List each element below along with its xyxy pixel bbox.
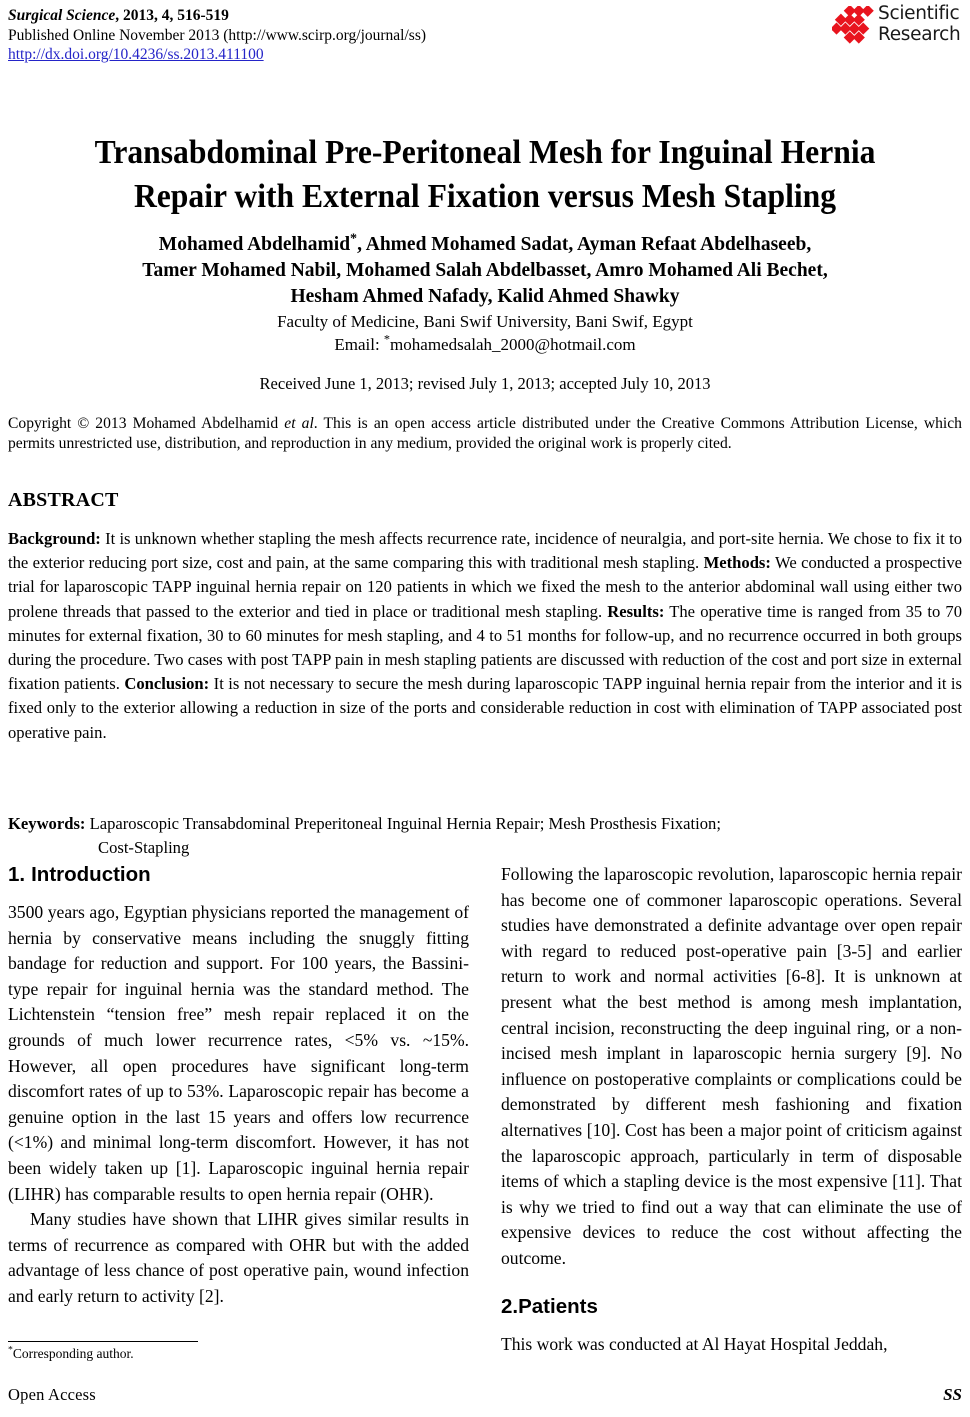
copyright-etal: et al — [284, 415, 314, 432]
copyright-notice — [8, 414, 962, 453]
patients-paragraph-1: This work was conducted at Al Hayat Hospital Jeddah, — [501, 1333, 888, 1354]
footnote-corresponding-author — [8, 1345, 469, 1363]
affiliation-text: Faculty of Medicine, Bani Swif University, Bani Swif, Egypt — [277, 312, 693, 331]
author-list — [40, 232, 930, 310]
section-number-2: 2. — [501, 1294, 519, 1318]
diamond-mark-icon — [832, 6, 876, 50]
body-column-right — [501, 862, 962, 1357]
body-column-left — [8, 862, 469, 1310]
section-title-2: Patients — [518, 1294, 598, 1318]
abstract-label-results: Results: — [607, 601, 665, 621]
intro-paragraph-3: Following the laparoscopic revolution, laparoscopic hernia repair has become one of commoner laparoscopic operations. Several studies have demonstrated a definite advantage over open repair with regard to reduced post-operative pain [3-5] and earlier return to work and normal activities [6-8]. It is unknown at present what the best method is among mesh implantation, central incision, reconstructing the deep inguinal ring, or a non-incised mesh implant in laparoscopic hernia surgery [9]. No influence on postoperative complaints or complications could be demonstrated by different mesh fashioning and fixation alternatives [10]. Cost has been a major point of criticism against the laparoscopic approach, particularly in term of disposable items of which a stapling device is the most expensive [11]. That is why we tried to find out a way that can eliminate the use of expensive devices to reduce the cost without affecting the outcome. — [501, 864, 962, 1268]
published-online-line: Published Online November 2013 (http://www.scirp.org/journal/ss) — [8, 26, 427, 44]
keywords-line1: Laparoscopic Transabdominal Preperitoneal Inguinal Hernia Repair; Mesh Prosthesis Fixation; — [85, 814, 721, 833]
keywords-label: Keywords: — [8, 814, 86, 833]
masthead — [8, 6, 708, 65]
journal-citation-line — [8, 6, 708, 26]
abstract-text-methods: We conducted a prospective trial for laparoscopic TAPP inguinal hernia repair on 120 patients in which we fixed the mesh to the anterior abdominal wall using either two prolene threads that passed to the exterior and tied in place or traditional mesh stapling. — [8, 553, 962, 621]
copyright-post: . This is an open access article distributed under the Creative Commons Attribution License, which permits unrestricted use, distribution, and reproduction in any medium, provided the original work is properly cited. — [8, 415, 962, 452]
open-access-label: Open Access — [8, 1385, 96, 1404]
abstract-text-results: The operative time is ranged from 35 to 70 minutes for external fixation, 30 to 60 minutes for mesh stapling, and 4 to 51 months for follow-up, and no recurrence occurred in both groups during the procedure. Two cases with post TAPP pain in mesh stapling patients are discussed with reduction of the cost and port size in external fixation patients. — [8, 601, 963, 694]
abstract-text-conclusion: It is not necessary to secure the mesh during laparoscopic TAPP inguinal hernia repair from the interior and it is fixed only to the exterior allowing a reduction in size of the ports and considerable reduction in cost with elimination of TAPP associated post operative pain. — [8, 674, 962, 742]
logo-text-line1: Scientific — [878, 3, 960, 24]
journal-citation: , 2013, 4, 516-519 — [115, 7, 229, 24]
section-number-1: 1. — [8, 863, 26, 886]
author-line-2: Tamer Mohamed Nabil, Mohamed Salah Abdelbasset, Amro Mohamed Ali Bechet, — [142, 260, 828, 281]
journal-name: Surgical Science — [8, 7, 116, 24]
author-line-1-rest: , Ahmed Mohamed Sadat, Ayman Refaat Abdelhaseeb, — [357, 234, 812, 255]
keywords-block — [8, 812, 962, 860]
email-label: Email: — [334, 335, 384, 354]
section-title-1: Introduction — [31, 863, 151, 886]
corresponding-author-marker: * — [350, 230, 358, 247]
abstract-body — [8, 527, 962, 745]
article-dates: Received June 1, 2013; revised July 1, 2013; accepted July 10, 2013 — [259, 374, 711, 393]
section-heading-patients — [501, 1294, 962, 1320]
journal-abbreviation: SS — [943, 1385, 962, 1404]
abstract-text-background: It is unknown whether stapling the mesh affects recurrence rate, incidence of neuralgia, and port-site hernia. We chose to fix it to the exterior reducing port size, cost and pain, at the same comparing this with traditional mesh stapling. — [8, 529, 962, 573]
page-title: Transabdominal Pre-Peritoneal Mesh for Inguinal Hernia Repair with External Fixation versus Mesh Stapling — [94, 133, 876, 215]
email-address[interactable]: mohamedsalah_2000@hotmail.com — [390, 335, 636, 354]
intro-paragraph-2: Many studies have shown that LIHR gives similar results in terms of recurrence as compared with OHR but with the added advantage of less chance of post operative pain, wound infection and early return to activity [2]. — [8, 1209, 469, 1306]
abstract-label-methods: Methods: — [703, 553, 771, 573]
doi-link[interactable]: http://dx.doi.org/10.4236/ss.2013.411100 — [8, 46, 264, 63]
footnote-star-marker: * — [8, 1344, 13, 1356]
author-line-1 — [40, 232, 930, 258]
corresponding-author-name: Mohamed Abdelhamid — [158, 234, 351, 255]
footnote-text: Corresponding author. — [12, 1346, 134, 1361]
footnote-divider — [8, 1341, 198, 1342]
author-line-3: Hesham Ahmed Nafady, Kalid Ahmed Shawky — [290, 286, 680, 307]
abstract-heading: ABSTRACT — [8, 489, 119, 511]
copyright-pre: Copyright © 2013 Mohamed Abdelhamid — [8, 415, 285, 432]
intro-paragraph-1: 3500 years ago, Egyptian physicians reported the management of hernia by conservative means including the snuggly fitting bandage for reduction and support. For 100 years, the Bassini-type repair for inguinal hernia was the standard method. The Lichtenstein “tension free” mesh repair replaced it on the grounds of much lower recurrence rates, <5% vs. ~15%. However, all open procedures have significant long-term discomfort rates of up to 53%. Laparoscopic repair has become a genuine option in the last 15 years and offers low recurrence (<1%) and minimal long-term discomfort. However, it has not been widely taken up [1]. Laparoscopic inguinal hernia repair (LIHR) has comparable results to open hernia repair (OHR). — [8, 902, 469, 1204]
email-star-marker: * — [383, 332, 391, 347]
section-heading-introduction — [8, 862, 469, 888]
publisher-logo[interactable] — [832, 4, 966, 54]
email-line — [40, 333, 930, 356]
keywords-line2: Cost-Stapling — [98, 838, 190, 858]
page-footer — [8, 1385, 962, 1405]
logo-text — [878, 3, 960, 45]
abstract-label-background: Background: — [8, 529, 101, 548]
affiliation-block — [40, 310, 930, 356]
abstract-label-conclusion: Conclusion: — [124, 674, 210, 694]
logo-text-line2: Research — [878, 24, 961, 45]
